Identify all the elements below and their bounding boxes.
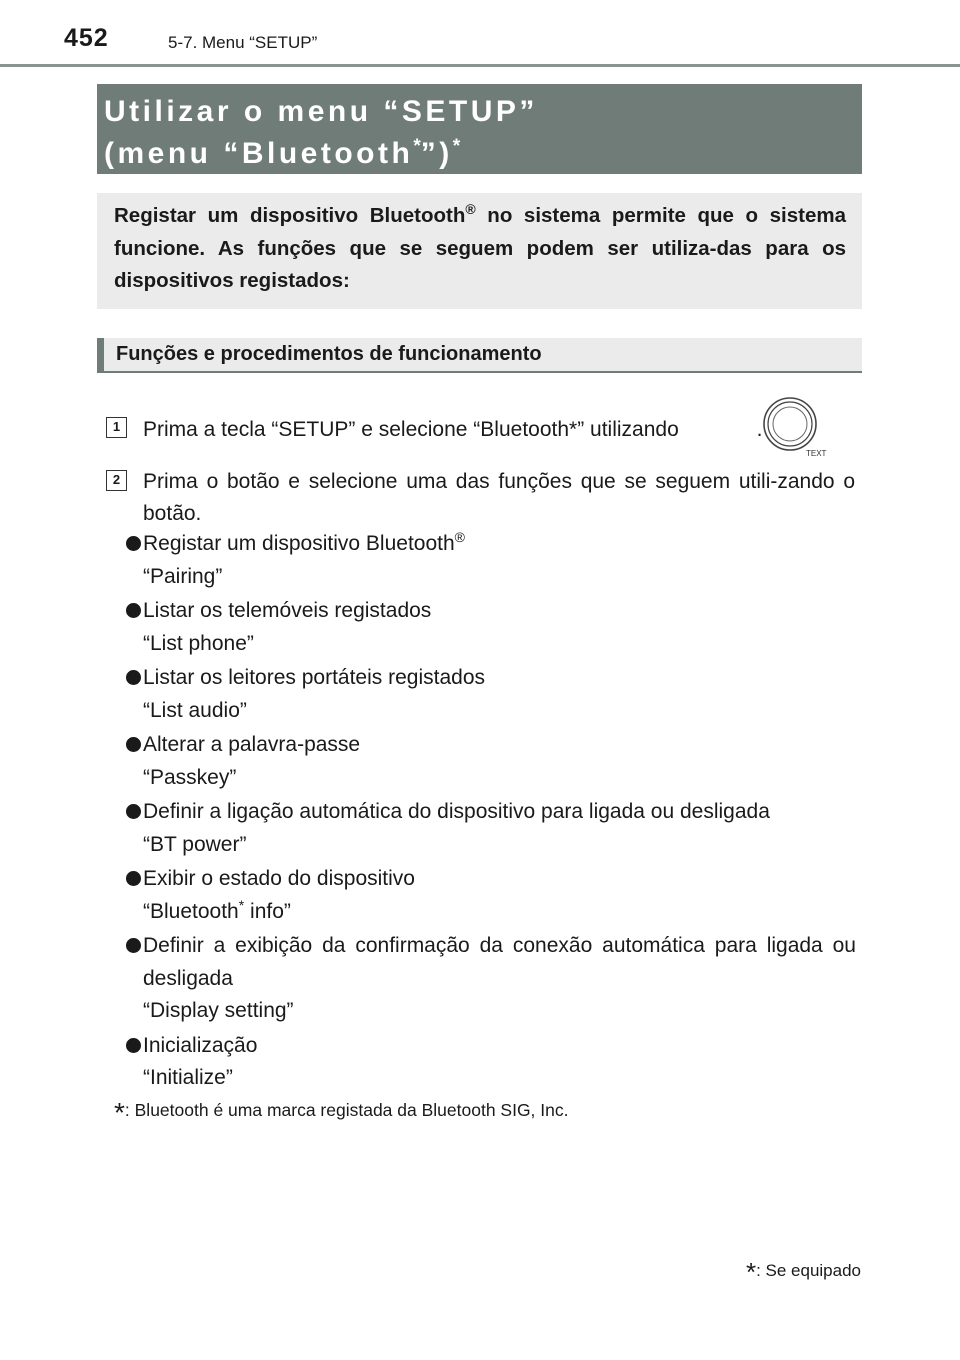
list-item <box>126 863 856 928</box>
function-desc: Alterar a palavra-passe <box>143 733 361 756</box>
step-1 <box>143 414 855 446</box>
registered-mark: ® <box>465 201 476 218</box>
list-item <box>126 1030 856 1095</box>
list-item <box>126 930 856 1028</box>
header-divider <box>0 64 960 67</box>
step-1-text: Prima a tecla “SETUP” e selecione “Bluetooth*” utilizando <box>143 418 679 441</box>
trademark-footnote <box>114 1097 569 1129</box>
bullet-icon <box>126 871 141 886</box>
step-number-1: 1 <box>106 417 127 438</box>
equipped-text: : Se equipado <box>756 1261 861 1280</box>
step-number-2: 2 <box>106 470 127 491</box>
menu-option: “Pairing” <box>143 564 223 588</box>
chapter-title <box>97 84 862 174</box>
subheading: Funções e procedimentos de funcionamento <box>97 338 862 373</box>
bullet-icon <box>126 536 141 551</box>
step-2: Prima o botão e selecione uma das funções que se seguem utili-zando o botão. <box>143 470 855 525</box>
title-line-1: Utilizar o menu “SETUP” <box>104 95 538 128</box>
menu-option: “List audio” <box>143 698 247 722</box>
page-number: 452 <box>64 24 109 52</box>
footnote-text: : Bluetooth é uma marca registada da Bluetooth SIG, Inc. <box>124 1100 569 1120</box>
menu-option: “List phone” <box>143 631 254 655</box>
equipped-asterisk: * <box>745 1257 757 1287</box>
intro-panel <box>97 193 862 309</box>
page-header <box>0 0 960 70</box>
asterisk-mark: * <box>238 896 245 913</box>
title-line-2 <box>104 133 862 175</box>
title-line-2-text: (menu “Bluetooth <box>104 137 414 170</box>
function-desc: Definir a exibição da confirmação da conexão automática para ligada ou desligada <box>143 934 856 990</box>
bullet-icon <box>126 804 141 819</box>
function-desc: Inicialização <box>143 1033 258 1057</box>
menu-option: “Display setting” <box>143 999 294 1022</box>
registered-mark: ® <box>454 529 465 545</box>
title-asterisk-equipped: * <box>452 136 461 157</box>
function-desc: Listar os telemóveis registados <box>143 599 432 622</box>
list-item <box>126 729 856 794</box>
section-title: 5-7. Menu “SETUP” <box>168 33 318 52</box>
list-item <box>126 595 856 660</box>
menu-option <box>143 896 856 929</box>
intro-text-2: no sistema permite que o sistema funcione. As funções que se seguem podem ser utiliza-das para os dispositivos registados: <box>114 204 846 292</box>
menu-option-text: “Bluetooth <box>143 899 239 923</box>
equipped-note <box>746 1257 861 1288</box>
bullet-icon <box>126 603 141 618</box>
intro-text-1: Registar um dispositivo Bluetooth <box>114 204 466 227</box>
function-desc: Registar um dispositivo Bluetooth <box>143 532 455 555</box>
bullet-icon <box>126 938 141 953</box>
step-1-period: . <box>756 418 763 441</box>
footnote-asterisk: * <box>114 1097 125 1128</box>
menu-option: “Passkey” <box>143 765 237 789</box>
list-item <box>126 796 856 861</box>
bullet-icon <box>126 670 141 685</box>
function-desc: Listar os leitores portáteis registados <box>143 666 485 689</box>
function-desc: Definir a ligação automática do dispositivo para ligada ou desligada <box>143 800 770 823</box>
title-asterisk: * <box>413 136 421 157</box>
menu-option: “BT power” <box>143 832 247 856</box>
menu-option: “Initialize” <box>143 1066 233 1089</box>
bullet-icon <box>126 1038 141 1053</box>
list-item <box>126 662 856 727</box>
tune-select-knob-icon <box>760 394 828 460</box>
list-item <box>126 528 856 593</box>
function-desc: Exibir o estado do dispositivo <box>143 867 415 890</box>
knob-label: TEXT <box>806 449 827 458</box>
menu-option-text-end: info” <box>244 899 291 923</box>
title-line-2-close: ”) <box>420 137 453 170</box>
bullet-icon <box>126 737 141 752</box>
function-list <box>126 528 856 1097</box>
